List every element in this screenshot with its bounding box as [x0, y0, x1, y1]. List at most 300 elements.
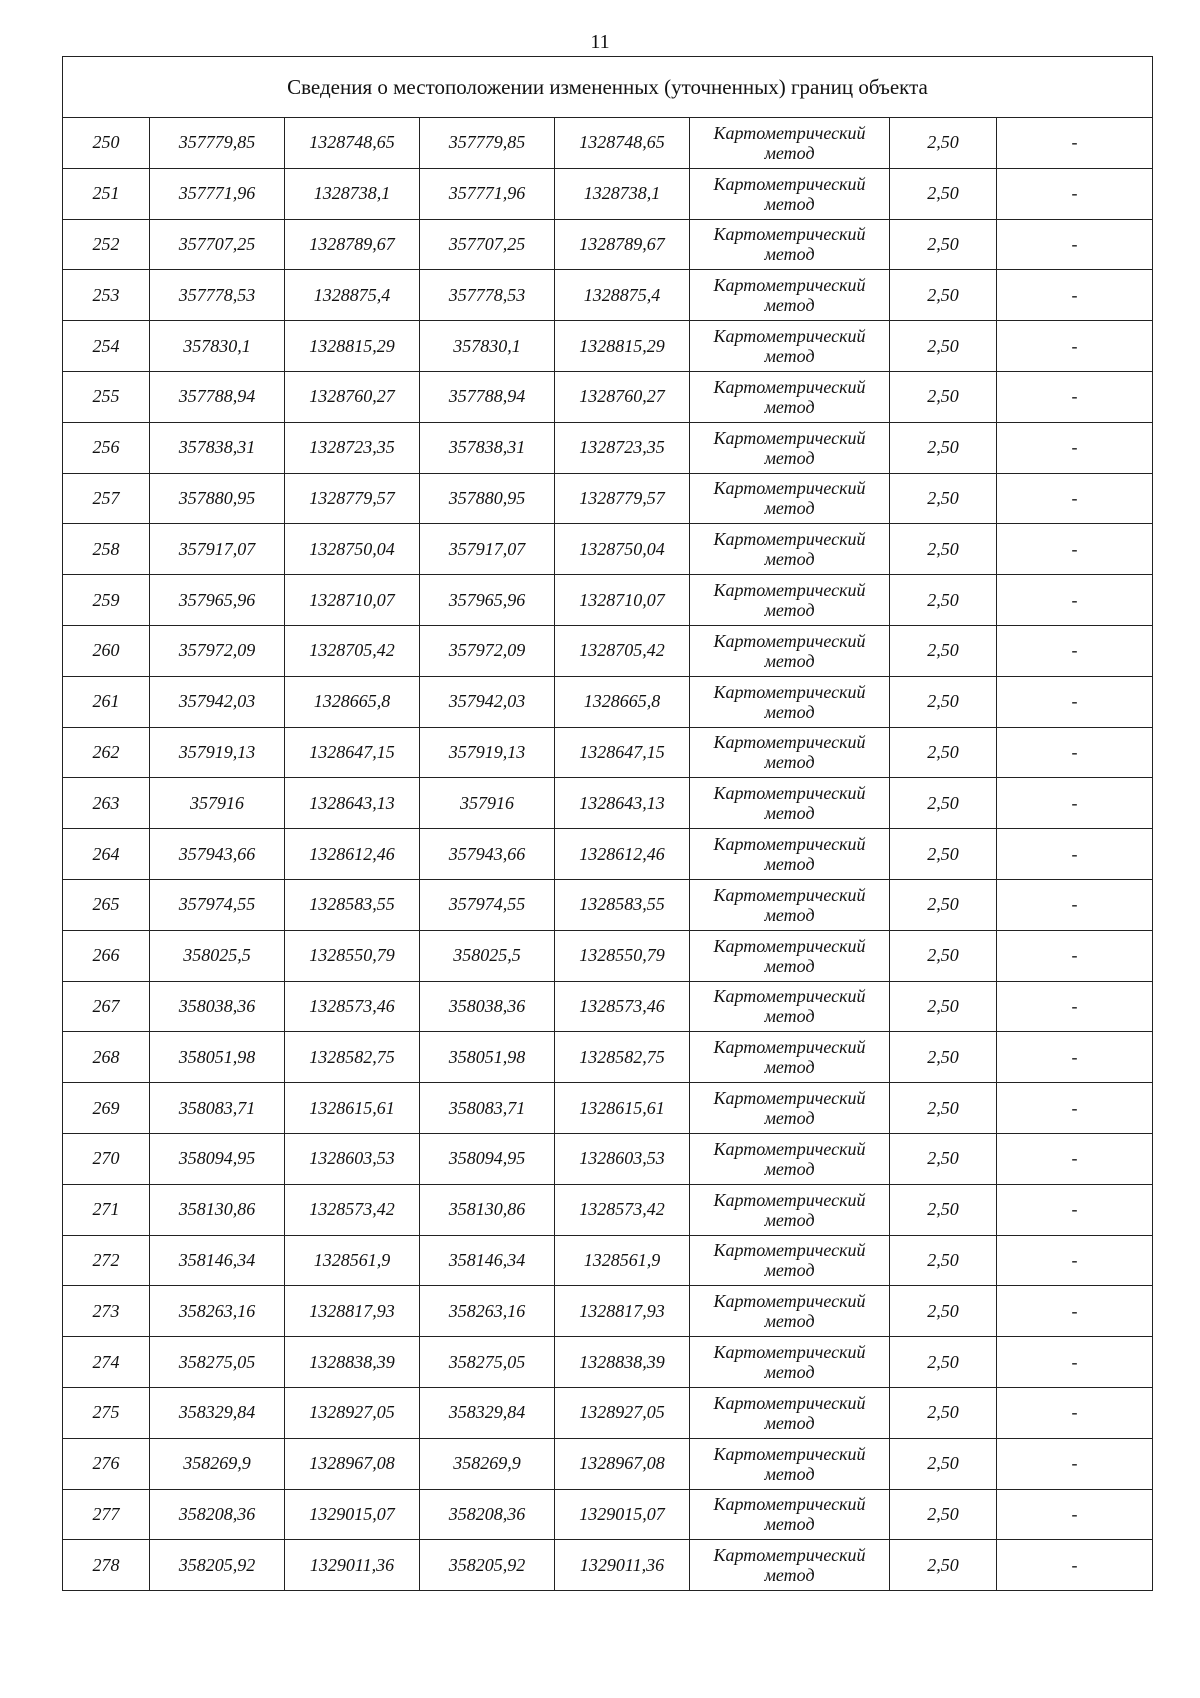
point-number-cell: 277 [63, 1489, 150, 1540]
accuracy-cell: 2,50 [890, 1489, 997, 1540]
y-new-cell: 1328815,29 [555, 321, 690, 372]
x-new-cell: 357830,1 [420, 321, 555, 372]
table-row [63, 778, 1153, 829]
y-existing-cell: 1328748,65 [285, 118, 420, 169]
description-cell: - [997, 625, 1153, 676]
x-existing-cell: 357779,85 [150, 118, 285, 169]
method-line-1: Картометрический [713, 427, 866, 448]
x-new-cell: 357972,09 [420, 625, 555, 676]
method-line-2: метод [764, 295, 815, 316]
method-line-1: Картометрический [713, 1189, 866, 1210]
y-new-cell: 1329011,36 [555, 1540, 690, 1591]
description-cell: - [997, 1184, 1153, 1235]
method-line-2: метод [764, 1057, 815, 1078]
point-number-cell: 274 [63, 1337, 150, 1388]
accuracy-cell: 2,50 [890, 118, 997, 169]
accuracy-cell: 2,50 [890, 625, 997, 676]
method-line-1: Картометрический [713, 783, 866, 804]
x-existing-cell: 358146,34 [150, 1235, 285, 1286]
y-new-cell: 1328710,07 [555, 575, 690, 626]
x-existing-cell: 358208,36 [150, 1489, 285, 1540]
table-row [63, 1337, 1153, 1388]
method-line-1: Картометрический [713, 580, 866, 601]
y-new-cell: 1328817,93 [555, 1286, 690, 1337]
method-line-2: метод [764, 1362, 815, 1383]
x-existing-cell: 357838,31 [150, 422, 285, 473]
method-line-1: Картометрический [713, 630, 866, 651]
method-cell [690, 625, 890, 676]
table-row [63, 371, 1153, 422]
table-row [63, 1387, 1153, 1438]
y-existing-cell: 1328550,79 [285, 930, 420, 981]
method-line-2: метод [764, 1514, 815, 1535]
y-existing-cell: 1328582,75 [285, 1032, 420, 1083]
table-caption-row [63, 57, 1153, 118]
table-row [63, 879, 1153, 930]
y-new-cell: 1328705,42 [555, 625, 690, 676]
method-line-1: Картометрический [713, 1494, 866, 1515]
x-existing-cell: 358269,9 [150, 1438, 285, 1489]
accuracy-cell: 2,50 [890, 829, 997, 880]
method-cell [690, 1387, 890, 1438]
method-line-1: Картометрический [713, 173, 866, 194]
method-line-1: Картометрический [713, 884, 866, 905]
method-cell [690, 321, 890, 372]
y-existing-cell: 1328647,15 [285, 727, 420, 778]
table-row [63, 168, 1153, 219]
y-existing-cell: 1328603,53 [285, 1133, 420, 1184]
method-line-1: Картометрический [713, 834, 866, 855]
x-new-cell: 357917,07 [420, 524, 555, 575]
method-cell [690, 1184, 890, 1235]
description-cell: - [997, 168, 1153, 219]
point-number-cell: 259 [63, 575, 150, 626]
point-number-cell: 269 [63, 1083, 150, 1134]
table-row [63, 1133, 1153, 1184]
description-cell: - [997, 1235, 1153, 1286]
x-new-cell: 357778,53 [420, 270, 555, 321]
y-new-cell: 1328927,05 [555, 1387, 690, 1438]
x-existing-cell: 357974,55 [150, 879, 285, 930]
y-new-cell: 1328875,4 [555, 270, 690, 321]
method-line-2: метод [764, 1260, 815, 1281]
description-cell: - [997, 930, 1153, 981]
x-new-cell: 357919,13 [420, 727, 555, 778]
point-number-cell: 266 [63, 930, 150, 981]
x-new-cell: 357771,96 [420, 168, 555, 219]
method-line-1: Картометрический [713, 224, 866, 245]
x-existing-cell: 358329,84 [150, 1387, 285, 1438]
x-new-cell: 358263,16 [420, 1286, 555, 1337]
accuracy-cell: 2,50 [890, 1235, 997, 1286]
description-cell: - [997, 321, 1153, 372]
x-existing-cell: 357771,96 [150, 168, 285, 219]
accuracy-cell: 2,50 [890, 1184, 997, 1235]
method-line-1: Картометрический [713, 681, 866, 702]
accuracy-cell: 2,50 [890, 1438, 997, 1489]
method-line-2: метод [764, 346, 815, 367]
method-line-2: метод [764, 1158, 815, 1179]
x-new-cell: 357943,66 [420, 829, 555, 880]
x-new-cell: 357788,94 [420, 371, 555, 422]
y-existing-cell: 1328760,27 [285, 371, 420, 422]
method-line-2: метод [764, 549, 815, 570]
table-row [63, 270, 1153, 321]
method-line-1: Картометрический [713, 1342, 866, 1363]
table-row [63, 930, 1153, 981]
x-new-cell: 358208,36 [420, 1489, 555, 1540]
point-number-cell: 276 [63, 1438, 150, 1489]
y-existing-cell: 1329011,36 [285, 1540, 420, 1591]
y-existing-cell: 1329015,07 [285, 1489, 420, 1540]
table-row [63, 981, 1153, 1032]
table-row [63, 625, 1153, 676]
method-cell [690, 930, 890, 981]
point-number-cell: 264 [63, 829, 150, 880]
description-cell: - [997, 981, 1153, 1032]
y-new-cell: 1328550,79 [555, 930, 690, 981]
method-cell [690, 219, 890, 270]
point-number-cell: 261 [63, 676, 150, 727]
x-new-cell: 358025,5 [420, 930, 555, 981]
method-cell [690, 778, 890, 829]
method-line-2: метод [764, 600, 815, 621]
y-existing-cell: 1328710,07 [285, 575, 420, 626]
x-existing-cell: 358083,71 [150, 1083, 285, 1134]
x-new-cell: 358130,86 [420, 1184, 555, 1235]
method-cell [690, 676, 890, 727]
y-new-cell: 1328665,8 [555, 676, 690, 727]
accuracy-cell: 2,50 [890, 1286, 997, 1337]
method-line-2: метод [764, 854, 815, 875]
y-existing-cell: 1328779,57 [285, 473, 420, 524]
x-existing-cell: 358038,36 [150, 981, 285, 1032]
method-line-1: Картометрический [713, 275, 866, 296]
table-row [63, 829, 1153, 880]
method-line-2: метод [764, 1412, 815, 1433]
table-body [63, 118, 1153, 1591]
accuracy-cell: 2,50 [890, 879, 997, 930]
x-new-cell: 357779,85 [420, 118, 555, 169]
description-cell: - [997, 676, 1153, 727]
accuracy-cell: 2,50 [890, 1133, 997, 1184]
accuracy-cell: 2,50 [890, 270, 997, 321]
point-number-cell: 275 [63, 1387, 150, 1438]
table-row [63, 1083, 1153, 1134]
x-new-cell: 358269,9 [420, 1438, 555, 1489]
accuracy-cell: 2,50 [890, 422, 997, 473]
table-caption: Сведения о местоположении измененных (уточненных) границ объекта [63, 57, 1153, 118]
description-cell: - [997, 727, 1153, 778]
point-number-cell: 263 [63, 778, 150, 829]
y-new-cell: 1328582,75 [555, 1032, 690, 1083]
description-cell: - [997, 829, 1153, 880]
page-number: 11 [590, 31, 610, 53]
method-cell [690, 981, 890, 1032]
accuracy-cell: 2,50 [890, 727, 997, 778]
method-cell [690, 1438, 890, 1489]
method-line-1: Картометрический [713, 1240, 866, 1261]
y-new-cell: 1328748,65 [555, 118, 690, 169]
y-existing-cell: 1328838,39 [285, 1337, 420, 1388]
description-cell: - [997, 371, 1153, 422]
x-existing-cell: 357965,96 [150, 575, 285, 626]
method-cell [690, 879, 890, 930]
x-existing-cell: 358275,05 [150, 1337, 285, 1388]
method-cell [690, 1286, 890, 1337]
x-new-cell: 357838,31 [420, 422, 555, 473]
y-new-cell: 1328760,27 [555, 371, 690, 422]
accuracy-cell: 2,50 [890, 524, 997, 575]
method-line-2: метод [764, 396, 815, 417]
method-line-1: Картометрический [713, 1545, 866, 1566]
x-new-cell: 357880,95 [420, 473, 555, 524]
y-existing-cell: 1328583,55 [285, 879, 420, 930]
description-cell: - [997, 879, 1153, 930]
description-cell: - [997, 118, 1153, 169]
y-existing-cell: 1328789,67 [285, 219, 420, 270]
description-cell: - [997, 1438, 1153, 1489]
y-existing-cell: 1328561,9 [285, 1235, 420, 1286]
point-number-cell: 278 [63, 1540, 150, 1591]
x-existing-cell: 357830,1 [150, 321, 285, 372]
accuracy-cell: 2,50 [890, 1387, 997, 1438]
table-row [63, 1184, 1153, 1235]
y-new-cell: 1328647,15 [555, 727, 690, 778]
accuracy-cell: 2,50 [890, 219, 997, 270]
method-line-1: Картометрический [713, 478, 866, 499]
method-cell [690, 1489, 890, 1540]
x-existing-cell: 357788,94 [150, 371, 285, 422]
description-cell: - [997, 422, 1153, 473]
accuracy-cell: 2,50 [890, 321, 997, 372]
point-number-cell: 252 [63, 219, 150, 270]
table-row [63, 1286, 1153, 1337]
table-row [63, 219, 1153, 270]
method-line-1: Картометрический [713, 732, 866, 753]
table-row [63, 422, 1153, 473]
method-cell [690, 727, 890, 778]
point-number-cell: 268 [63, 1032, 150, 1083]
point-number-cell: 257 [63, 473, 150, 524]
description-cell: - [997, 270, 1153, 321]
method-cell [690, 1337, 890, 1388]
accuracy-cell: 2,50 [890, 1032, 997, 1083]
y-existing-cell: 1328817,93 [285, 1286, 420, 1337]
method-line-2: метод [764, 142, 815, 163]
y-new-cell: 1328561,9 [555, 1235, 690, 1286]
x-new-cell: 358146,34 [420, 1235, 555, 1286]
description-cell: - [997, 473, 1153, 524]
y-new-cell: 1328789,67 [555, 219, 690, 270]
method-line-2: метод [764, 955, 815, 976]
y-new-cell: 1328583,55 [555, 879, 690, 930]
method-cell [690, 1032, 890, 1083]
y-existing-cell: 1328643,13 [285, 778, 420, 829]
method-line-1: Картометрический [713, 376, 866, 397]
x-existing-cell: 357880,95 [150, 473, 285, 524]
accuracy-cell: 2,50 [890, 371, 997, 422]
point-number-cell: 253 [63, 270, 150, 321]
point-number-cell: 270 [63, 1133, 150, 1184]
x-existing-cell: 357919,13 [150, 727, 285, 778]
y-new-cell: 1328750,04 [555, 524, 690, 575]
x-new-cell: 358329,84 [420, 1387, 555, 1438]
x-new-cell: 357965,96 [420, 575, 555, 626]
point-number-cell: 265 [63, 879, 150, 930]
y-new-cell: 1328573,42 [555, 1184, 690, 1235]
method-line-2: метод [764, 1108, 815, 1129]
x-new-cell: 358205,92 [420, 1540, 555, 1591]
x-existing-cell: 358263,16 [150, 1286, 285, 1337]
x-existing-cell: 358094,95 [150, 1133, 285, 1184]
description-cell: - [997, 575, 1153, 626]
y-existing-cell: 1328875,4 [285, 270, 420, 321]
accuracy-cell: 2,50 [890, 575, 997, 626]
y-existing-cell: 1328927,05 [285, 1387, 420, 1438]
method-cell [690, 1235, 890, 1286]
y-new-cell: 1328603,53 [555, 1133, 690, 1184]
method-line-2: метод [764, 1209, 815, 1230]
x-new-cell: 357707,25 [420, 219, 555, 270]
point-number-cell: 254 [63, 321, 150, 372]
point-number-cell: 258 [63, 524, 150, 575]
point-number-cell: 251 [63, 168, 150, 219]
point-number-cell: 272 [63, 1235, 150, 1286]
point-number-cell: 256 [63, 422, 150, 473]
method-line-1: Картометрический [713, 1443, 866, 1464]
accuracy-cell: 2,50 [890, 473, 997, 524]
y-existing-cell: 1328665,8 [285, 676, 420, 727]
x-existing-cell: 357917,07 [150, 524, 285, 575]
method-line-2: метод [764, 193, 815, 214]
boundary-coordinates-table [62, 56, 1153, 1591]
description-cell: - [997, 1337, 1153, 1388]
method-cell [690, 1540, 890, 1591]
y-existing-cell: 1328750,04 [285, 524, 420, 575]
accuracy-cell: 2,50 [890, 676, 997, 727]
point-number-cell: 260 [63, 625, 150, 676]
accuracy-cell: 2,50 [890, 981, 997, 1032]
description-cell: - [997, 1286, 1153, 1337]
method-cell [690, 118, 890, 169]
accuracy-cell: 2,50 [890, 930, 997, 981]
x-existing-cell: 358130,86 [150, 1184, 285, 1235]
description-cell: - [997, 1540, 1153, 1591]
method-line-2: метод [764, 447, 815, 468]
method-line-2: метод [764, 498, 815, 519]
method-cell [690, 524, 890, 575]
y-new-cell: 1328738,1 [555, 168, 690, 219]
description-cell: - [997, 1387, 1153, 1438]
accuracy-cell: 2,50 [890, 778, 997, 829]
x-new-cell: 357942,03 [420, 676, 555, 727]
y-existing-cell: 1328815,29 [285, 321, 420, 372]
method-cell [690, 1083, 890, 1134]
table-row [63, 1540, 1153, 1591]
method-line-1: Картометрический [713, 1037, 866, 1058]
table-row [63, 1438, 1153, 1489]
point-number-cell: 267 [63, 981, 150, 1032]
method-line-1: Картометрический [713, 529, 866, 550]
method-line-1: Картометрический [713, 1291, 866, 1312]
method-line-2: метод [764, 244, 815, 265]
y-existing-cell: 1328615,61 [285, 1083, 420, 1134]
point-number-cell: 273 [63, 1286, 150, 1337]
method-line-2: метод [764, 904, 815, 925]
description-cell: - [997, 219, 1153, 270]
table-row [63, 676, 1153, 727]
point-number-cell: 255 [63, 371, 150, 422]
x-new-cell: 358094,95 [420, 1133, 555, 1184]
table-row [63, 524, 1153, 575]
table-row [63, 321, 1153, 372]
table-row [63, 575, 1153, 626]
method-cell [690, 168, 890, 219]
x-new-cell: 358051,98 [420, 1032, 555, 1083]
description-cell: - [997, 524, 1153, 575]
method-cell [690, 371, 890, 422]
description-cell: - [997, 778, 1153, 829]
y-new-cell: 1328967,08 [555, 1438, 690, 1489]
table-row [63, 118, 1153, 169]
y-existing-cell: 1328738,1 [285, 168, 420, 219]
y-existing-cell: 1328573,42 [285, 1184, 420, 1235]
x-existing-cell: 357943,66 [150, 829, 285, 880]
method-line-2: метод [764, 650, 815, 671]
y-new-cell: 1329015,07 [555, 1489, 690, 1540]
table-row [63, 473, 1153, 524]
x-new-cell: 357974,55 [420, 879, 555, 930]
y-new-cell: 1328615,61 [555, 1083, 690, 1134]
x-existing-cell: 358025,5 [150, 930, 285, 981]
method-line-1: Картометрический [713, 1138, 866, 1159]
x-existing-cell: 357942,03 [150, 676, 285, 727]
method-line-2: метод [764, 1006, 815, 1027]
x-new-cell: 358275,05 [420, 1337, 555, 1388]
method-line-2: метод [764, 701, 815, 722]
x-existing-cell: 357916 [150, 778, 285, 829]
accuracy-cell: 2,50 [890, 1083, 997, 1134]
y-new-cell: 1328612,46 [555, 829, 690, 880]
x-new-cell: 358038,36 [420, 981, 555, 1032]
x-existing-cell: 357778,53 [150, 270, 285, 321]
y-new-cell: 1328723,35 [555, 422, 690, 473]
method-line-1: Картометрический [713, 986, 866, 1007]
y-existing-cell: 1328967,08 [285, 1438, 420, 1489]
x-existing-cell: 357972,09 [150, 625, 285, 676]
method-cell [690, 473, 890, 524]
method-line-2: метод [764, 1565, 815, 1586]
table-row [63, 1489, 1153, 1540]
method-line-1: Картометрический [713, 122, 866, 143]
table-row [63, 1235, 1153, 1286]
method-cell [690, 270, 890, 321]
x-new-cell: 358083,71 [420, 1083, 555, 1134]
accuracy-cell: 2,50 [890, 1337, 997, 1388]
method-line-1: Картометрический [713, 1392, 866, 1413]
accuracy-cell: 2,50 [890, 168, 997, 219]
description-cell: - [997, 1032, 1153, 1083]
x-new-cell: 357916 [420, 778, 555, 829]
method-cell [690, 829, 890, 880]
y-existing-cell: 1328705,42 [285, 625, 420, 676]
method-line-2: метод [764, 1311, 815, 1332]
point-number-cell: 262 [63, 727, 150, 778]
y-new-cell: 1328573,46 [555, 981, 690, 1032]
point-number-cell: 271 [63, 1184, 150, 1235]
description-cell: - [997, 1489, 1153, 1540]
